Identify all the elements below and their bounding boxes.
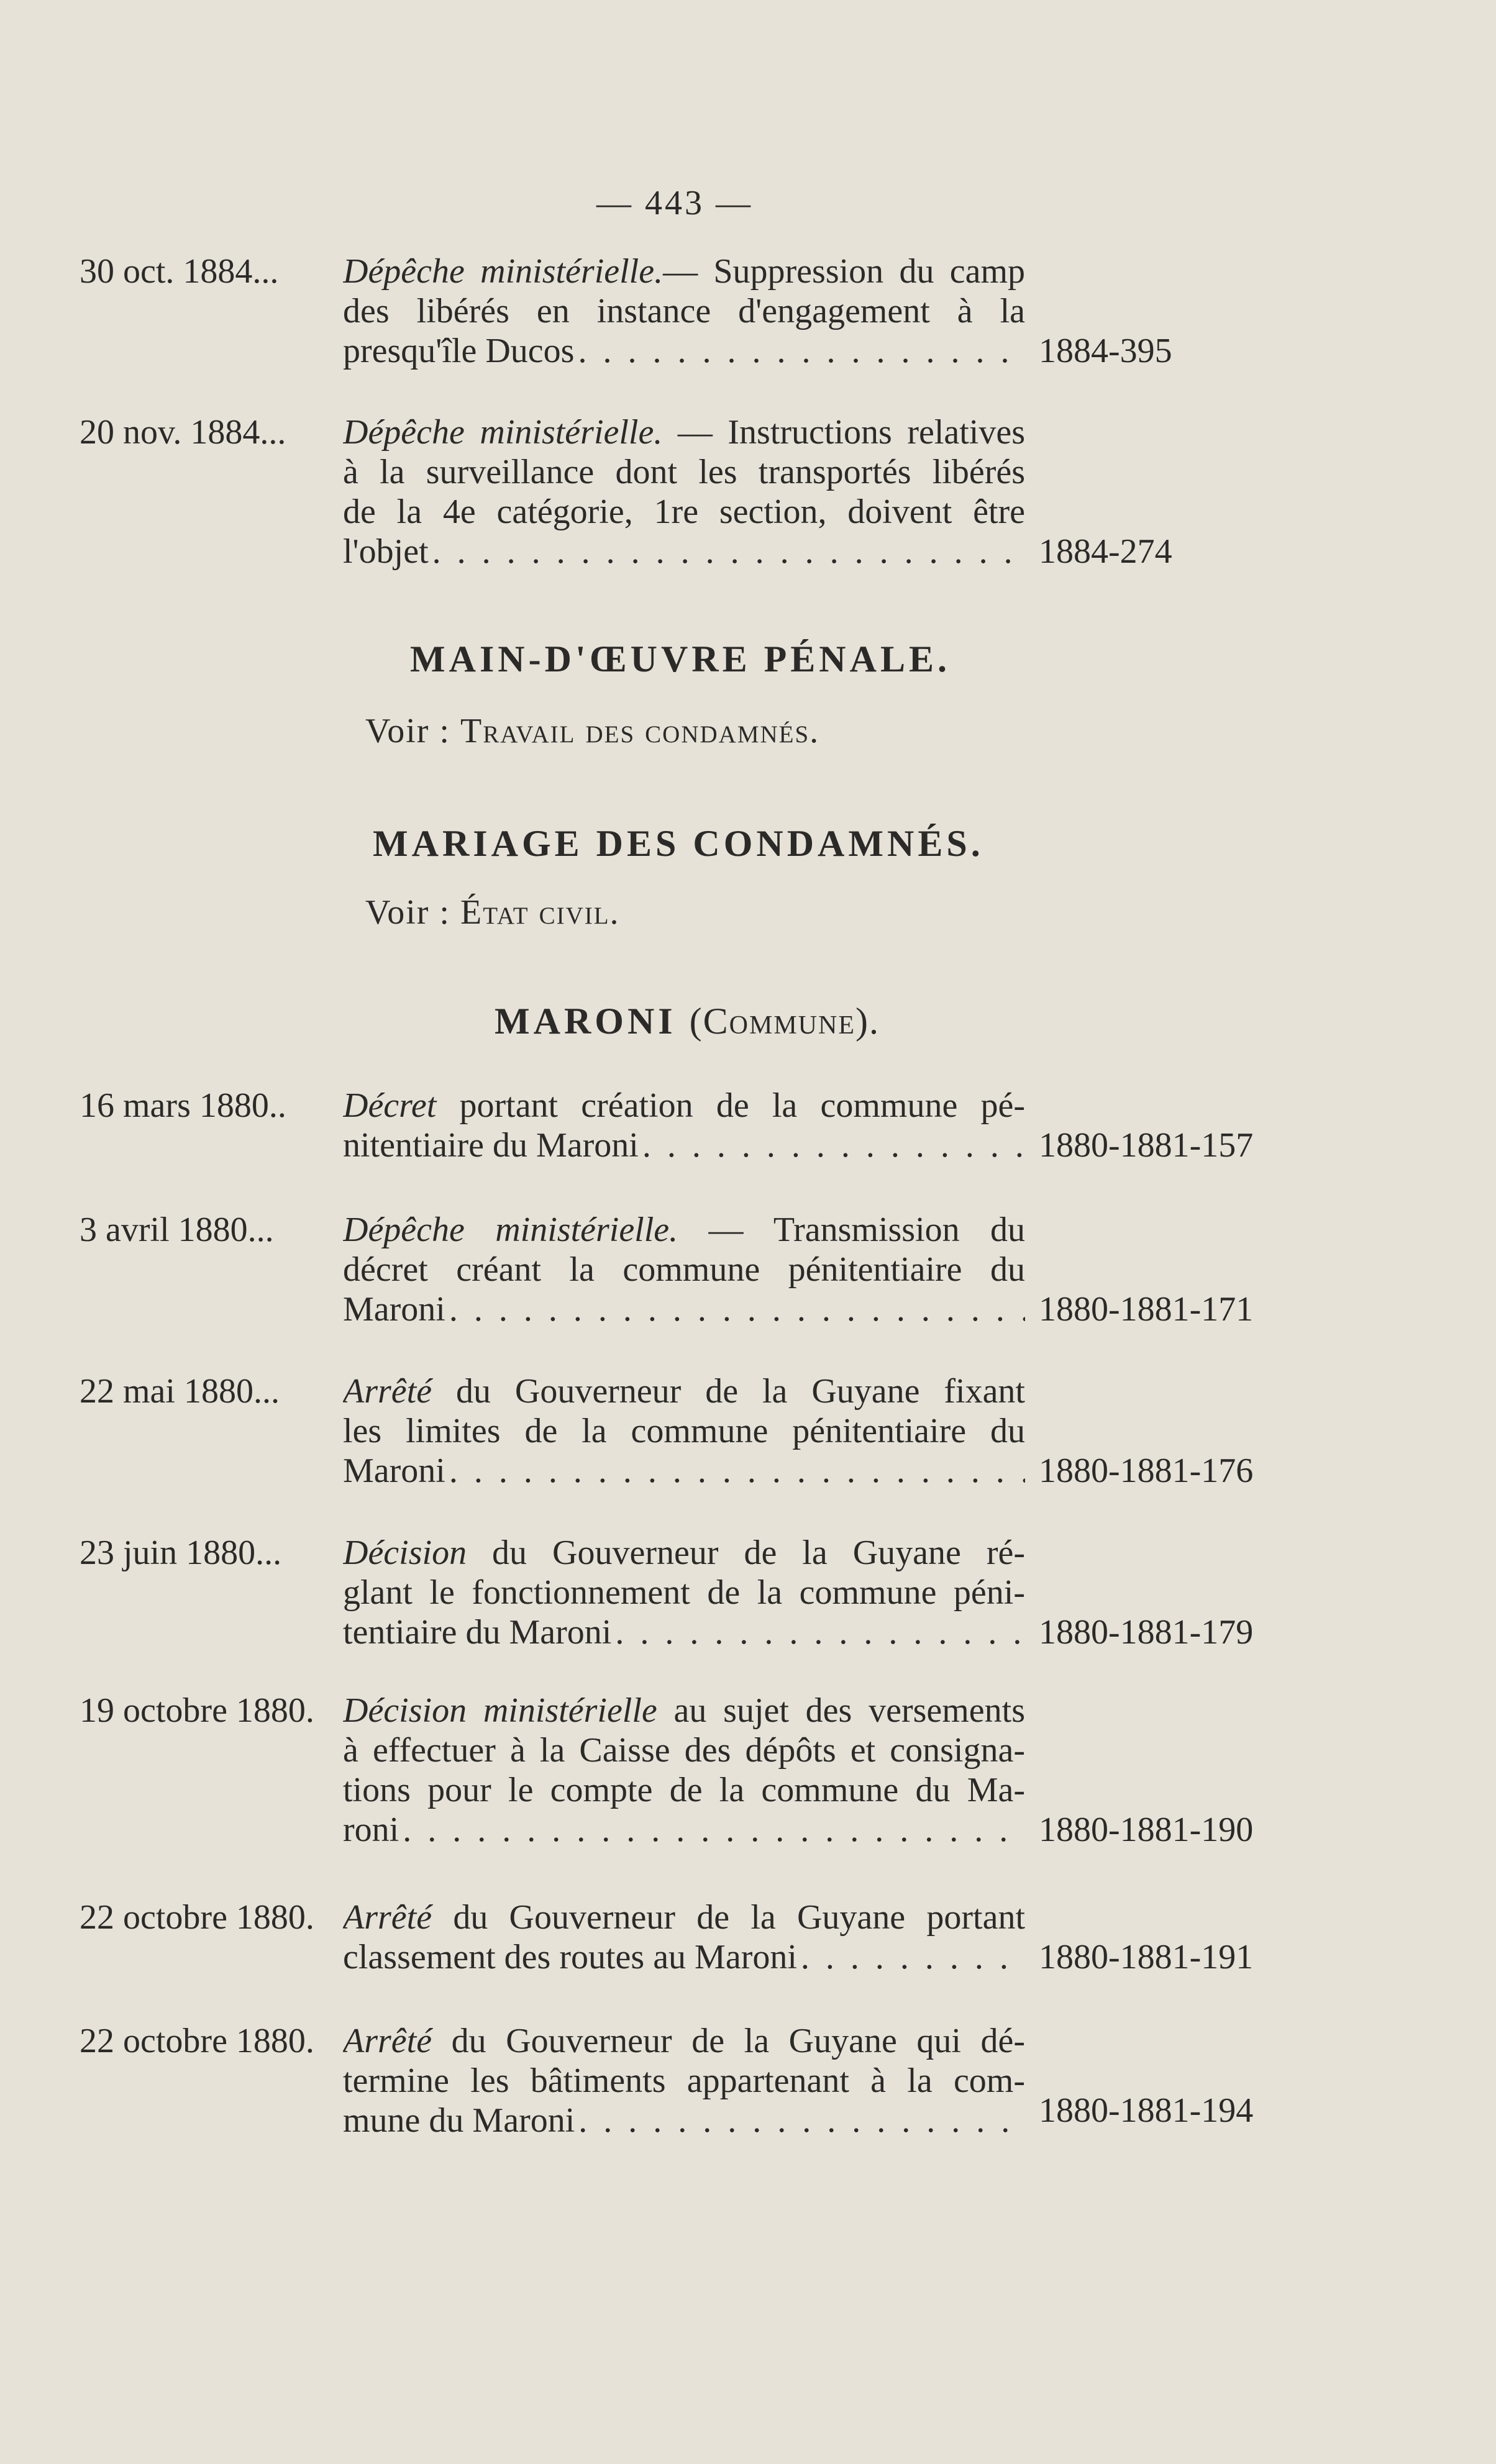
leader-dots	[642, 1125, 1025, 1165]
entry-line: Décision du Gouverneur de la Guyane ré-	[343, 1534, 1025, 1572]
leader-dots	[578, 2101, 1025, 2140]
entry-date: 16 mars 1880..	[80, 1086, 286, 1125]
entry-body	[343, 252, 1025, 371]
entry-line: presqu'île Ducos . . .	[343, 331, 1025, 371]
entry-line: Dépêche ministérielle.— Suppression du camp	[343, 252, 1025, 291]
entry-line: de la 4e catégorie, 1re section, doivent être	[343, 493, 1025, 531]
entry-body	[343, 1533, 1025, 1652]
entry-line: l'objet . . .	[343, 532, 1025, 571]
entry-line: Décision ministérielle au sujet des versements	[343, 1691, 1025, 1730]
entry-body	[343, 1371, 1025, 1491]
entry-body	[343, 1691, 1025, 1850]
leader-dots	[449, 1289, 1025, 1329]
entry-reference: 1880-1881-179	[1039, 1613, 1254, 1652]
entry-line: Dépêche ministérielle. — Instructions relatives	[343, 413, 1025, 452]
entry-date: 22 mai 1880...	[80, 1372, 280, 1411]
entry-date: 22 octobre 1880.	[80, 1898, 314, 1937]
entry-date: 19 octobre 1880.	[80, 1691, 314, 1730]
entry-date: 3 avril 1880...	[80, 1211, 274, 1249]
entry-line: les limites de la commune pénitentiaire du	[343, 1412, 1025, 1450]
section-subtitle: (Commune).	[689, 1001, 880, 1042]
entry-line: roni . . .	[343, 1810, 1025, 1850]
entry-reference: 1880-1881-190	[1039, 1811, 1254, 1849]
entry-body	[343, 1086, 1025, 1165]
page-number: — 443 —	[596, 184, 753, 222]
entry-line: Décret portant création de la commune pé-	[343, 1086, 1025, 1125]
entry-line: à la surveillance dont les transportés libérés	[343, 453, 1025, 491]
entry-reference: 1880-1881-176	[1039, 1452, 1254, 1490]
leader-dots	[801, 1937, 1025, 1977]
entry-reference: 1880-1881-191	[1039, 1938, 1254, 1976]
leader-dots	[403, 1810, 1025, 1850]
entry-line: tentiaire du Maroni . . .	[343, 1612, 1025, 1652]
see-also-main-doeuvre: Voir : Travail des condamnés.	[365, 712, 820, 750]
entry-line: décret créant la commune pénitentiaire du	[343, 1250, 1025, 1289]
entry-body	[343, 1210, 1025, 1329]
entry-body	[343, 1898, 1025, 1977]
entry-line: Dépêche ministérielle. — Transmission du	[343, 1211, 1025, 1249]
entry-body	[343, 2021, 1025, 2140]
entry-reference: 1884-395	[1039, 332, 1172, 370]
entry-line: Maroni . . .	[343, 1451, 1025, 1491]
entry-reference: 1880-1881-157	[1039, 1126, 1254, 1165]
entry-date: 30 oct. 1884...	[80, 252, 279, 291]
leader-dots	[449, 1451, 1025, 1491]
section-heading-main-doeuvre: MAIN-D'ŒUVRE PÉNALE.	[410, 639, 951, 680]
section-heading-mariage: MARIAGE DES CONDAMNÉS.	[373, 823, 984, 864]
entry-line: des libérés en instance d'engagement à la	[343, 292, 1025, 330]
entry-reference: 1880-1881-171	[1039, 1290, 1254, 1329]
section-heading-maroni: MARONI (Commune).	[495, 1001, 880, 1042]
see-also-target: État civil.	[460, 893, 620, 932]
entry-line: mune du Maroni . . .	[343, 2101, 1025, 2140]
entry-date: 20 nov. 1884...	[80, 413, 286, 452]
entry-line: glant le fonctionnement de la commune péni-	[343, 1573, 1025, 1612]
entry-date: 22 octobre 1880.	[80, 2022, 314, 2060]
entry-line: nitentiaire du Maroni . . .	[343, 1125, 1025, 1165]
see-also-mariage: Voir : État civil.	[365, 893, 620, 932]
entry-body	[343, 412, 1025, 571]
entry-line: Maroni . . .	[343, 1289, 1025, 1329]
entry-line: tions pour le compte de la commune du Ma-	[343, 1771, 1025, 1809]
entry-line: Arrêté du Gouverneur de la Guyane portant	[343, 1898, 1025, 1937]
entry-line: Arrêté du Gouverneur de la Guyane fixant	[343, 1372, 1025, 1411]
entry-line: Arrêté du Gouverneur de la Guyane qui dé-	[343, 2022, 1025, 2060]
entry-line: à effectuer à la Caisse des dépôts et consigna-	[343, 1731, 1025, 1770]
entry-line: termine les bâtiments appartenant à la com-	[343, 2062, 1025, 2100]
entry-date: 23 juin 1880...	[80, 1534, 282, 1572]
leader-dots	[578, 331, 1025, 371]
leader-dots	[432, 532, 1025, 571]
entry-line: classement des routes au Maroni . . .	[343, 1937, 1025, 1977]
entry-reference: 1884-274	[1039, 532, 1172, 571]
leader-dots	[615, 1612, 1025, 1652]
see-also-target: Travail des condamnés.	[460, 712, 820, 750]
entry-reference: 1880-1881-194	[1039, 2091, 1254, 2130]
